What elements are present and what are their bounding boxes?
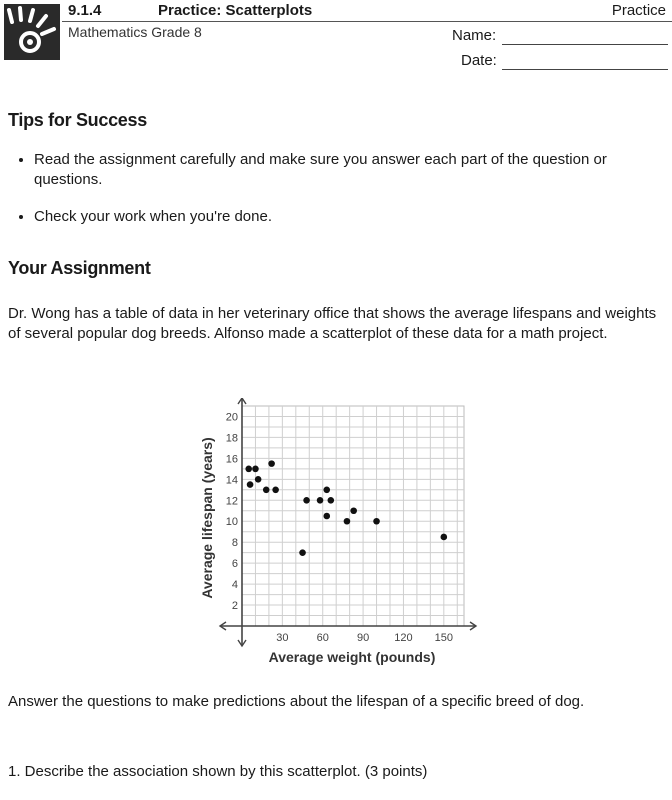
assignment-heading: Your Assignment [8,258,151,278]
data-point [328,497,335,504]
data-point [317,497,324,504]
date-field[interactable] [502,69,668,70]
data-point [252,466,259,473]
name-field[interactable] [502,44,668,45]
y-tick-label: 4 [231,579,238,592]
data-point [323,513,330,520]
data-point [350,507,357,514]
data-point [247,481,254,488]
assignment-intro: Dr. Wong has a table of data in her veterinary office that shows the average lifespans and weights of several popular dog breeds. Alfonso made a scatterplot of these data for a math project. [8,305,657,342]
tips-list [14,150,672,244]
tips-heading: Tips for Success [8,110,147,130]
data-point [255,476,262,483]
data-point [263,487,270,494]
question-1: 1. Describe the association shown by this scatterplot. (3 points) [8,763,428,780]
sunburst-logo-icon [4,4,60,60]
document-type-label: Practice [611,2,666,19]
x-tick-label: 150 [434,632,453,644]
data-point [441,534,448,541]
name-label: Name: [452,27,497,44]
data-point [299,549,306,556]
data-point [344,518,351,525]
data-point [303,497,310,504]
x-tick-label: 30 [276,632,289,644]
course-subtitle: Mathematics Grade 8 [68,24,202,40]
scatterplot-chart [190,398,480,678]
y-tick-label: 8 [231,537,238,550]
chart-tick-labels [226,411,453,644]
y-axis-label: Average lifespan (years) [199,437,215,599]
header-divider [62,21,672,22]
x-tick-label: 60 [316,632,329,644]
list-item: • Check your work when you're done. [34,207,672,227]
page-title: Practice: Scatterplots [158,2,313,19]
y-tick-label: 10 [225,516,238,529]
data-point [373,518,380,525]
y-tick-label: 18 [225,432,238,445]
y-tick-label: 14 [225,474,238,487]
x-axis-label: Average weight (pounds) [268,649,436,665]
y-tick-label: 6 [231,558,238,571]
instructions-text: Answer the questions to make predictions about the lifespan of a specific breed of dog. [8,693,585,710]
x-tick-label: 120 [394,632,413,644]
x-tick-label: 90 [356,632,370,644]
data-point [268,460,275,467]
brand-logo [4,4,60,60]
chart-grid [242,406,464,626]
y-tick-label: 16 [225,453,238,466]
y-tick-label: 20 [225,411,238,424]
y-tick-label: 2 [231,600,238,613]
y-tick-label: 12 [225,495,238,508]
date-label: Date: [461,52,497,69]
data-point [245,466,252,473]
lesson-code: 9.1.4 [68,2,102,19]
data-point [272,487,279,494]
list-item: • Read the assignment carefully and make sure you answer each part of the question or questions. [34,150,672,190]
data-point [323,487,330,494]
